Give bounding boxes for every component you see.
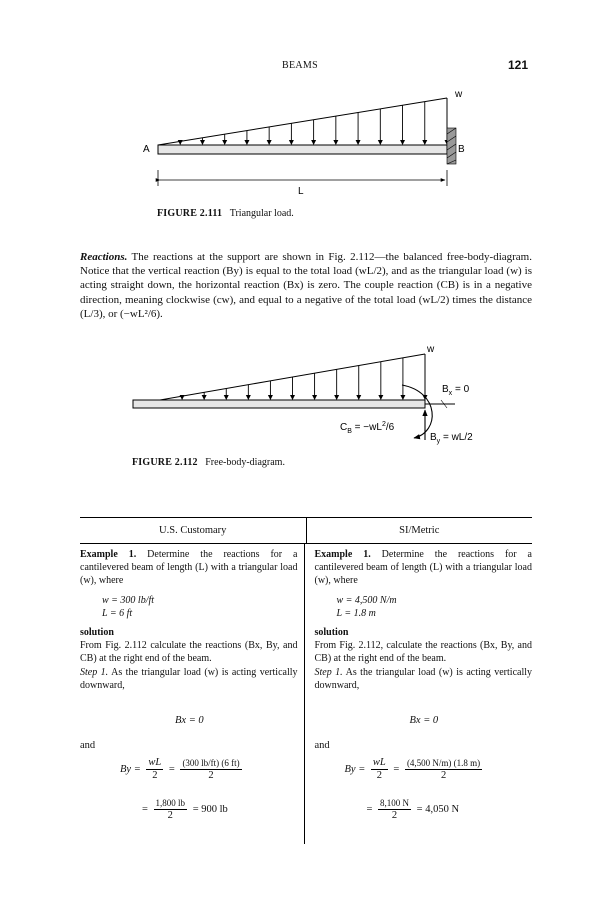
load-arrow-head <box>224 395 229 400</box>
label-b: B <box>458 144 465 155</box>
given-w: w = 300 lb/ft <box>102 594 155 606</box>
reactions-text: The reactions at the support are shown in Fig. 2.112—the balanced free-body-diagram. Notice that the vertical reaction (By) is equal to the total load (wL/2), and as the triangular load (w) is acting straight down, the horizontal reaction (Bx) is zero. The couple reaction (CB) is in a negative direction, meaning clockwise (cw), and equal to a negative of the total load (wL/2) times the distance (L/3), or (−wL²/6). <box>80 251 532 320</box>
moment-arc <box>402 385 432 438</box>
si-metric-column <box>304 544 533 844</box>
caption-text: Free-body-diagram. <box>205 457 285 468</box>
load-arrow-head <box>356 395 361 400</box>
caption-number: FIGURE 2.112 <box>132 457 198 468</box>
label-l: L <box>298 186 304 197</box>
step-text: As the triangular load (w) is acting vertically downward, <box>80 666 298 691</box>
reactions-lead: Reactions. <box>80 251 128 263</box>
solution-text: From Fig. 2.112 calculate the reactions (Bx, By, and CB) at the right end of the beam. <box>80 640 298 665</box>
load-arrow-head <box>180 395 185 400</box>
caption-text: Triangular load. <box>229 208 294 219</box>
label-by: $B_y = wL/2$ <box>430 432 473 445</box>
and-label: and <box>80 740 96 751</box>
beam <box>133 400 425 408</box>
step-label: Step 1. <box>314 666 343 678</box>
page-number: 121 <box>507 58 528 72</box>
example-label: Example 1. <box>80 549 137 560</box>
and-label: and <box>314 740 330 751</box>
load-arrow-head <box>400 395 405 400</box>
example-text: Determine the reactions for a cantilevered beam of length (L) with a triangular load (w), where <box>80 549 298 587</box>
label-bx: $B_x = 0$ <box>442 384 470 397</box>
header-si-metric: SI/Metric <box>399 525 440 536</box>
example-text: Determine the reactions for a cantilevered beam of length (L) with a triangular load (w), where <box>314 549 532 587</box>
bx-equation: Bx = 0 <box>175 715 204 726</box>
by-equation: By = $\frac{wL}{2}$ = $\frac{(300 lb/ft) (6 ft)}{2}$ <box>120 757 240 781</box>
load-arrows <box>180 354 428 400</box>
solution-label: solution <box>314 627 349 639</box>
us-customary-column <box>80 544 304 844</box>
table-header <box>80 518 532 544</box>
load-arrow-head <box>290 395 295 400</box>
given-w: w = 4,500 N/m <box>336 594 397 606</box>
caption-number: FIGURE 2.111 <box>157 208 223 219</box>
running-header: BEAMS <box>282 60 318 71</box>
header-us-customary: U.S. Customary <box>80 518 307 543</box>
load-arrow-head <box>202 395 207 400</box>
given-l: L = 1.8 m <box>336 607 376 619</box>
load-arrow-head <box>334 395 339 400</box>
by-result: = $\frac{8,100 N}{2}$ = 4,050 N <box>366 798 460 821</box>
figure-2-112-caption <box>132 457 285 468</box>
load-arrow-head <box>268 395 273 400</box>
load-arrow-head <box>312 395 317 400</box>
step-text: As the triangular load (w) is acting vertically downward, <box>314 666 533 691</box>
by-result: = $\frac{1,800 lb}{2}$ = 900 lb <box>142 798 228 821</box>
label-cb: $C_B = -wL^2/6$ <box>340 421 395 435</box>
load-arrow-head <box>246 395 251 400</box>
load-arrow-head <box>378 395 383 400</box>
bx-equation: Bx = 0 <box>409 715 439 726</box>
solution-label: solution <box>80 627 114 639</box>
example-label: Example 1. <box>314 549 371 560</box>
step-label: Step 1. <box>80 666 109 678</box>
example-table <box>80 517 532 844</box>
label-w: w <box>427 344 435 355</box>
label-w: w <box>455 89 463 100</box>
label-a: A <box>143 144 150 155</box>
by-equation: By = $\frac{wL}{2}$ = $\frac{(4,500 N/m) (1.8 m)}{2}$ <box>344 757 481 781</box>
given-l: L = 6 ft <box>102 607 133 619</box>
solution-text: From Fig. 2.112, calculate the reactions (Bx, By, and CB) at the right end of the beam. <box>314 640 532 665</box>
